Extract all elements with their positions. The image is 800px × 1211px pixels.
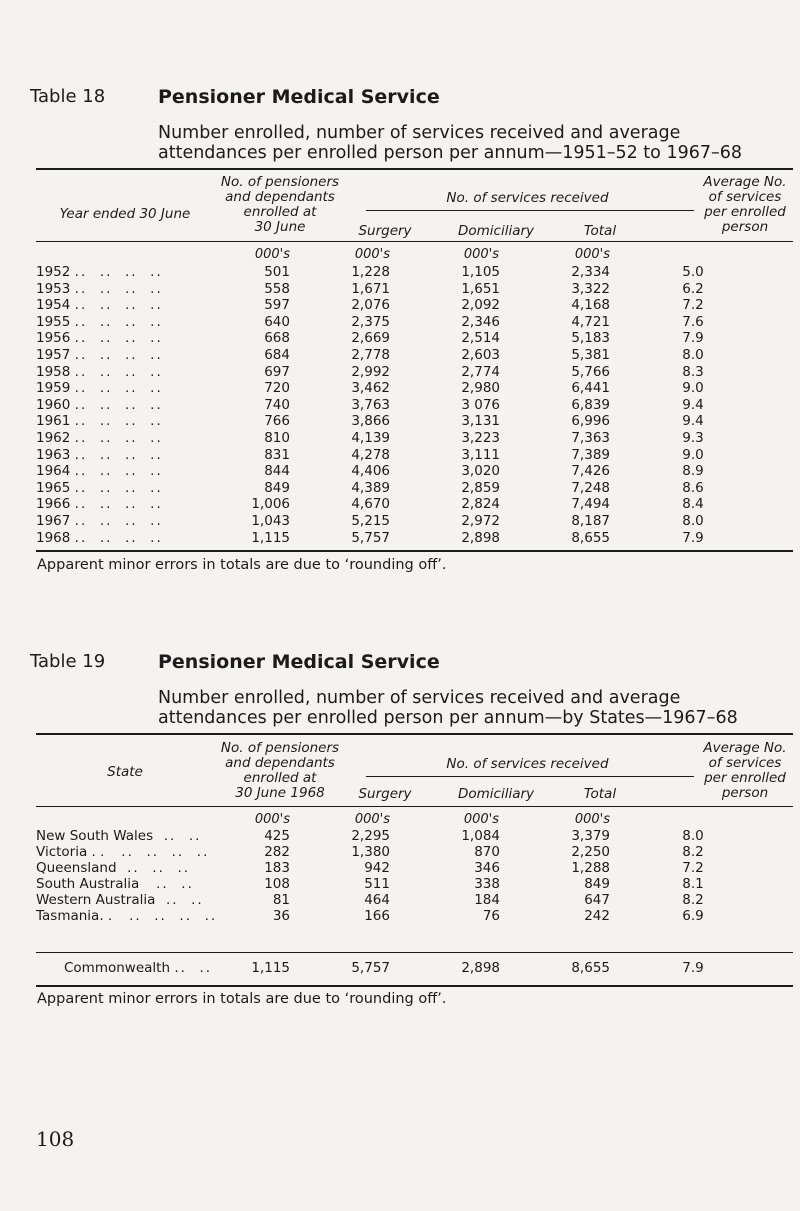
- table-row: South Australia .. .. 108 511 338 849 8.1: [36, 876, 704, 892]
- table-row: 1956 .. .. .. .. 668 2,669 2,514 5,183 7.9: [36, 330, 704, 347]
- table-row: Queensland .. .. .. 183 942 346 1,288 7.2: [36, 860, 704, 876]
- table-19-bottom-rule: [36, 985, 793, 987]
- table-19-subtitle: Number enrolled, number of services received and average attendances per enrolled person per annum—by States—1967–68: [158, 688, 738, 728]
- t19-services-group-rule: [366, 776, 694, 777]
- t19-col-average-header: Average No. of services per enrolled person: [703, 740, 787, 801]
- t18-unit-total: 000's: [574, 247, 610, 262]
- table-row: 1960 .. .. .. .. 740 3,763 3 076 6,839 9.4: [36, 396, 704, 413]
- table-row: New South Wales .. .. 425 2,295 1,084 3,379 8.0: [36, 828, 704, 844]
- t18-unit-enrolled: 000's: [254, 247, 290, 262]
- table-row: Victoria . . .. .. .. .. 282 1,380 870 2,250 8.2: [36, 844, 704, 860]
- table-row: 1963 .. .. .. .. 831 4,278 3,111 7,389 9.0: [36, 446, 704, 463]
- table-18-body: [36, 264, 776, 546]
- table-18-title: Pensioner Medical Service: [158, 86, 440, 108]
- t19-unit-domiciliary: 000's: [463, 812, 499, 827]
- table-19-total-row: [36, 960, 776, 977]
- table-19-top-rule: [36, 733, 793, 735]
- t18-services-group-rule: [366, 210, 694, 211]
- table-row: 1965 .. .. .. .. 849 4,389 2,859 7,248 8.6: [36, 479, 704, 496]
- table-row: 1968 .. .. .. .. 1,115 5,757 2,898 8,655 7.9: [36, 529, 704, 546]
- table-row: 1957 .. .. .. .. 684 2,778 2,603 5,381 8.0: [36, 346, 704, 363]
- t19-col-surgery-header: Surgery: [358, 786, 412, 802]
- table-row: Tasmania. . .. .. .. .. 36 166 76 242 6.9: [36, 908, 704, 924]
- t18-services-group-header: No. of services received: [446, 190, 609, 206]
- t19-services-group-header: No. of services received: [446, 756, 609, 772]
- t18-col-average-header: Average No. of services per enrolled person: [703, 174, 787, 235]
- t19-unit-surgery: 000's: [354, 812, 390, 827]
- t18-col-total-header: Total: [583, 223, 617, 239]
- page-number: 108: [36, 1127, 75, 1151]
- table-row: 1954 .. .. .. .. 597 2,076 2,092 4,168 7.2: [36, 297, 704, 314]
- table-row: 1955 .. .. .. .. 640 2,375 2,346 4,721 7.6: [36, 313, 704, 330]
- t18-col-enrolled-header: No. of pensioners and dependants enrolled at 30 June: [220, 174, 340, 235]
- table-19-footnote: Apparent minor errors in totals are due to ‘rounding off’.: [37, 991, 447, 1007]
- table-row: 1952 .. .. .. .. 501 1,228 1,105 2,334 5.0: [36, 264, 704, 280]
- t19-unit-enrolled: 000's: [254, 812, 290, 827]
- t19-unit-total: 000's: [574, 812, 610, 827]
- t18-unit-domiciliary: 000's: [463, 247, 499, 262]
- table-row: Commonwealth .. .. 1,115 5,757 2,898 8,655 7.9: [64, 960, 704, 976]
- table-19-title: Pensioner Medical Service: [158, 651, 440, 673]
- table-row: Western Australia .. .. 81 464 184 647 8.2: [36, 892, 704, 908]
- table-row: 1964 .. .. .. .. 844 4,406 3,020 7,426 8.9: [36, 463, 704, 480]
- table-18-top-rule: [36, 168, 793, 170]
- t18-col-domiciliary-header: Domiciliary: [457, 223, 535, 239]
- t19-col-total-header: Total: [583, 786, 617, 802]
- table-row: 1958 .. .. .. .. 697 2,992 2,774 5,766 8.3: [36, 363, 704, 380]
- table-row: 1959 .. .. .. .. 720 3,462 2,980 6,441 9.0: [36, 380, 704, 397]
- table-row: 1967 .. .. .. .. 1,043 5,215 2,972 8,187 8.0: [36, 512, 704, 529]
- table-18-number: Table 18: [30, 86, 106, 107]
- table-row: 1953 .. .. .. .. 558 1,671 1,651 3,322 6.2: [36, 280, 704, 297]
- t18-header-rule: [36, 241, 793, 242]
- t19-header-rule: [36, 806, 793, 807]
- table-18-bottom-rule: [36, 550, 793, 552]
- t18-col-surgery-header: Surgery: [358, 223, 412, 239]
- t18-unit-surgery: 000's: [354, 247, 390, 262]
- table-19-number: Table 19: [30, 651, 106, 672]
- t19-col-state-header: State: [107, 764, 143, 780]
- table-row: 1966 .. .. .. .. 1,006 4,670 2,824 7,494 8.4: [36, 496, 704, 513]
- table-19-body: [36, 828, 776, 924]
- t19-col-domiciliary-header: Domiciliary: [457, 786, 535, 802]
- t19-total-rule: [36, 952, 793, 953]
- t19-col-enrolled-header: No. of pensioners and dependants enrolled at 30 June 1968: [220, 740, 340, 801]
- table-18-subtitle: Number enrolled, number of services received and average attendances per enrolled person per annum—1951–52 to 1967–68: [158, 123, 742, 163]
- table-row: 1962 .. .. .. .. 810 4,139 3,223 7,363 9.3: [36, 429, 704, 446]
- table-row: 1961 .. .. .. .. 766 3,866 3,131 6,996 9.4: [36, 413, 704, 430]
- table-18-footnote: Apparent minor errors in totals are due to ‘rounding off’.: [37, 557, 447, 573]
- t18-col-year-header: Year ended 30 June: [59, 206, 191, 222]
